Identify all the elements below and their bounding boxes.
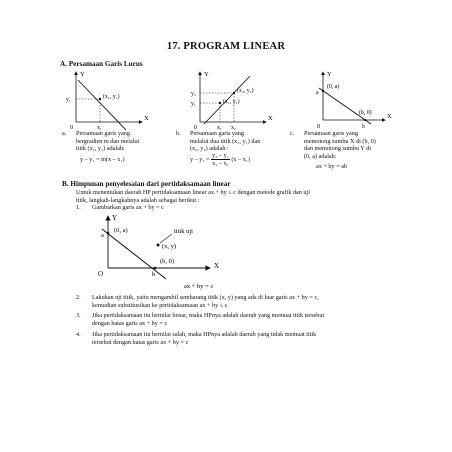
item-b-line: (x₂, y₂) adalah :: [190, 145, 229, 153]
item-a-formula: y – y₁ = m(x – x₁): [80, 156, 125, 163]
x-axis-label: X: [214, 262, 220, 270]
x-tick-2-label: x₂: [231, 125, 236, 130]
item-c-line: dan memotong sumbu Y di: [304, 145, 371, 153]
x-axis-label: X: [268, 115, 273, 122]
line: [78, 80, 126, 130]
test-point-pointer: [160, 234, 172, 243]
item-a-line: titik (x₁, y₁) adalah:: [76, 145, 125, 153]
fraction-denominator: x₂ – x₁: [212, 160, 229, 167]
step-3-number: 3.: [76, 312, 81, 319]
x-axis-label: X: [387, 113, 392, 120]
item-c-text: [304, 130, 414, 160]
step-line: Lakukan uji titik, yaitu mengambil sembarang titik (x, y) yang ada di luar garis ax + by = c,: [92, 294, 319, 301]
step-line: kemudian substitusikan ke pertidaksamaan ax + by ≤ c: [92, 301, 228, 309]
item-c-formula: ax + by = ab: [316, 163, 348, 170]
test-point-label: (x, y): [162, 243, 177, 250]
section-a-heading: A. Persamaan Garis Lurus: [60, 60, 143, 68]
item-c-line: memotong sumbu X di (b, 0): [304, 137, 376, 145]
item-b-line: melalui dua titik (x₁, y₁) dan: [190, 137, 261, 145]
point-1: [219, 102, 221, 104]
point-b: [364, 119, 366, 121]
point-1-label: (x₁, y₁): [223, 99, 240, 105]
y-axis-label: Y: [327, 71, 332, 78]
origin-label: 0: [70, 125, 73, 130]
origin-label: 0: [194, 125, 197, 130]
item-a-line: Persamaan garis yang: [76, 130, 130, 137]
point-label: (x₁, y₁): [103, 94, 120, 100]
graph-half-plane: [88, 212, 238, 292]
item-a-text: [76, 130, 176, 153]
section-b-intro: [76, 189, 406, 204]
step-2-number: 2.: [76, 294, 81, 301]
step-3-text: [92, 312, 412, 327]
tick-b-label: b: [362, 124, 365, 130]
graph-two-point-line: [186, 68, 274, 130]
step-1-number: 1.: [76, 204, 81, 211]
item-c-line: (0, a) adalah:: [304, 152, 337, 160]
item-a-line: bergradien m dan melalui: [76, 137, 140, 145]
y-axis-label: Y: [80, 71, 85, 78]
tick-a-label: a: [101, 232, 104, 239]
point-2-label: (x₂, y₂): [237, 88, 254, 94]
x-tick-label: x₁: [97, 125, 102, 130]
formula-right: (x – x₁): [231, 155, 251, 163]
item-b-line: Persamaan garis yang: [190, 130, 244, 137]
item-a-marker: a.: [62, 130, 67, 137]
point: [99, 98, 101, 100]
fraction-numerator: y₂ – y₁: [212, 152, 229, 159]
step-4-number: 4.: [76, 331, 81, 338]
point-b-label: (b, 0): [359, 110, 372, 116]
point-b: [154, 267, 157, 270]
test-point: [157, 244, 160, 247]
step-line: tersebut dengan batas garis ax + by = c: [92, 338, 189, 346]
line: [319, 88, 371, 124]
tick-a-label: a: [316, 90, 319, 96]
item-b-text: [190, 130, 300, 153]
step-1-text: Gambarkan garis ax + by = c: [92, 204, 164, 211]
step-line: Jika pertidaksamaan itu bernilai benar, maka HPnya adalah daerah yang memuat titik tersebut: [92, 312, 325, 319]
item-b-formula: [190, 152, 250, 167]
step-2-text: [92, 294, 412, 309]
point-2: [233, 92, 235, 94]
formula-left: y – y₁ =: [190, 155, 210, 163]
line-ax-by-c: [102, 229, 166, 279]
page-title: 17. PROGRAM LINEAR: [166, 41, 286, 52]
point-a-label: (0, a): [114, 227, 128, 234]
y-axis-label: Y: [112, 214, 118, 222]
item-c-line: Persamaan garis yang: [304, 130, 358, 137]
y-tick-label: y₁: [66, 97, 71, 103]
step-line: dengan batas garis ax + by = c: [92, 319, 168, 327]
origin-label: O: [98, 270, 104, 278]
y-tick-2-label: y₂: [191, 91, 196, 97]
item-b-marker: b.: [176, 130, 181, 137]
test-point-caption: titik uji: [174, 228, 193, 235]
graph-gradient-line: [62, 68, 150, 130]
x-axis-label: X: [144, 115, 149, 122]
formula-fraction: [211, 152, 230, 167]
section-b-heading: B. Himpunan penyelesaian dari pertidaksamaan linear: [62, 180, 231, 188]
point-a: [322, 90, 324, 92]
x-tick-1-label: x₁: [217, 125, 222, 130]
y-axis-label: Y: [204, 71, 209, 78]
origin-label: 0: [317, 124, 320, 130]
step-4-text: [92, 331, 412, 346]
point-a-label: (0, a): [327, 84, 340, 90]
step-line: Jika pertidaksamaan itu bernilai salah, maka HPnya adalah daerah yang tidak memuat titik: [92, 331, 317, 338]
item-c-marker: c.: [290, 130, 295, 137]
intro-line: Untuk menentukan daerah HP pertidaksamaan linear ax + by ≤ c dengan metode grafik dan uji: [76, 189, 310, 196]
point-a: [107, 232, 110, 235]
tick-b-label: b: [152, 271, 156, 278]
y-tick-1-label: y₁: [191, 101, 196, 107]
intro-line: titik, langkah-langkahnya adalah sebagai berikut :: [76, 196, 200, 204]
graph-intercept-line: [303, 68, 393, 130]
line-equation-label: ax + by = c: [184, 283, 214, 290]
point-b-label: (b, 0): [160, 258, 175, 265]
